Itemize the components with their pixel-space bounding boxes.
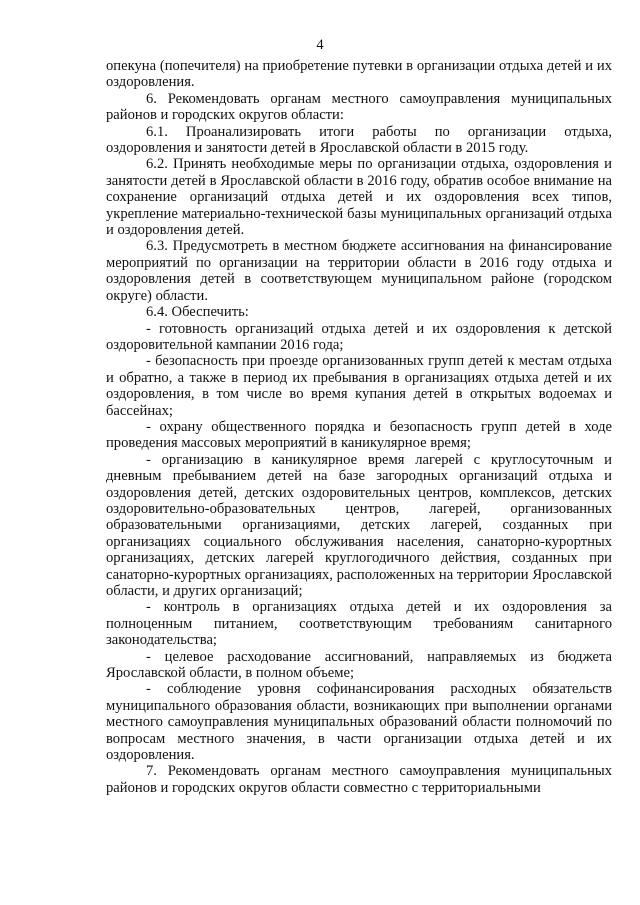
list-item-cofinancing: - соблюдение уровня софинансирования расходных обязательств муниципального образования области, возникающих при выполнении органами местного самоуправления муниципальных образований области полномочий по вопросам местного значения, в части организации отдыха детей и их оздоровления. (106, 681, 612, 764)
list-item-targeted-spending: - целевое расходование ассигнований, направляемых из бюджета Ярославской области, в полном объеме; (106, 648, 612, 682)
paragraph-6-2: 6.2. Принять необходимые меры по организации отдыха, оздоровления и занятости детей в Ярославской области в 2016 году, обратив особое внимание на сохранение организаций отдыха детей и их оздоровления всех типов, укрепление материально-технической базы муниципальных организаций отдыха и оздоровления детей. (106, 156, 612, 239)
paragraph-7: 7. Рекомендовать органам местного самоуправления муниципальных районов и городских округов области совместно с территориальными (106, 763, 612, 796)
page-number: 4 (316, 37, 324, 53)
document-body (106, 58, 612, 796)
list-item-readiness: - готовность организаций отдыха детей и их оздоровления к детской оздоровительной кампании 2016 года; (106, 320, 612, 353)
paragraph-6-3: 6.3. Предусмотреть в местном бюджете ассигнования на финансирование мероприятий по организации на территории области в 2016 году отдыха и оздоровления детей в соответствующем муниципальном районе (городском округе) области. (106, 238, 612, 304)
list-item-camps: - организацию в каникулярное время лагерей с круглосуточным и дневным пребыванием детей на базе загородных организаций отдыха и оздоровления детей, детских оздоровительных центров, комплексов, детских оздоровительно-образовательных центров, лагерей, организованных образовательными организациями, детских лагерей, созданных при организациях социального обслуживания населения, санаторно-курортных организациях, детских лагерей круглогодичного действия, созданных при санаторно-курортных организациях, расположенных на территории Ярославской области, и других организаций; (106, 451, 612, 599)
paragraph-6: 6. Рекомендовать органам местного самоуправления муниципальных районов и городских округов области: (106, 90, 612, 124)
list-item-nutrition-control: - контроль в организациях отдыха детей и их оздоровления за полноценным питанием, соответствующим требованиям санитарного законодательства; (106, 599, 612, 649)
list-item-safety: - безопасность при проезде организованных групп детей к местам отдыха и обратно, а также в период их пребывания в организациях отдыха детей и их оздоровления, в том числе во время купания детей в открытых водоемах и бассейнах; (106, 353, 612, 419)
paragraph-6-4: 6.4. Обеспечить: (146, 304, 249, 321)
paragraph-continuation: опекуна (попечителя) на приобретение путевки в организации отдыха детей и их оздоровления. (106, 58, 612, 91)
list-item-public-order: - охрану общественного порядка и безопасность групп детей в ходе проведения массовых мероприятий в каникулярное время; (106, 418, 612, 452)
paragraph-6-1: 6.1. Проанализировать итоги работы по организации отдыха, оздоровления и занятости детей в Ярославской области в 2015 году. (106, 123, 612, 157)
